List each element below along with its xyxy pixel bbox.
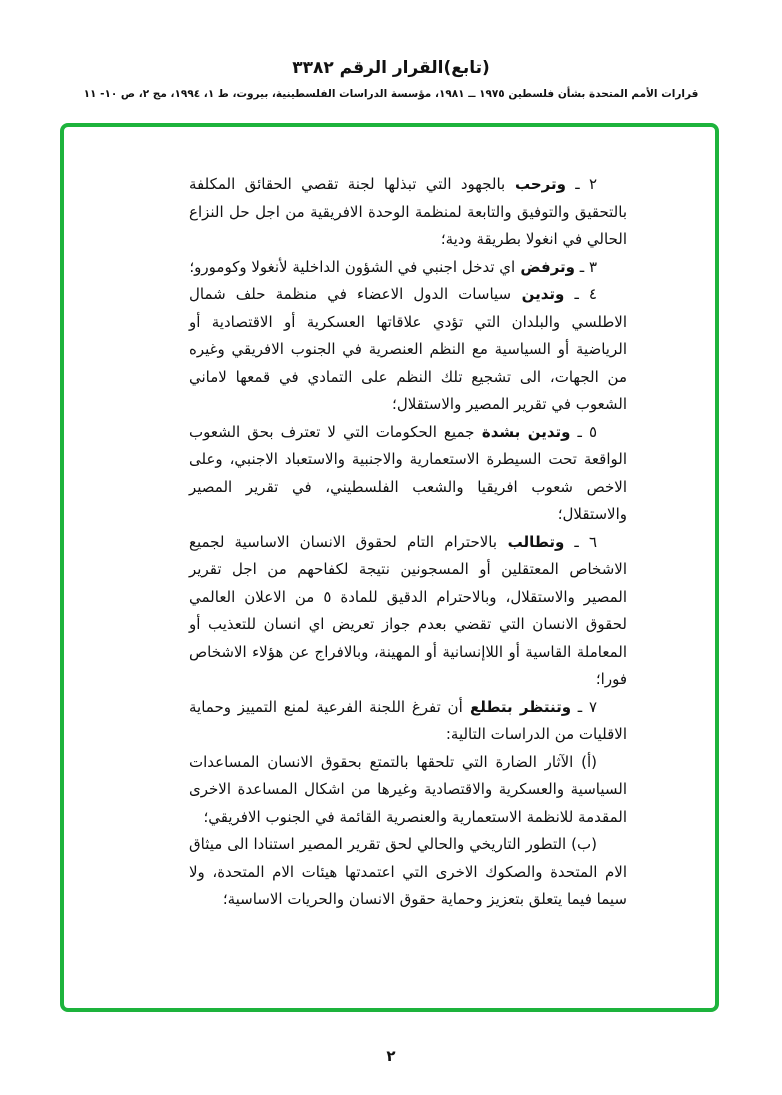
paragraph-lead: وتدين بشدة (474, 422, 571, 441)
paragraph-text: سياسات الدول الاعضاء في منظمة حلف شمال الاطلسي والبلدان التي تؤدي علاقاتها العسكرية أو الاقتصادية أو الرياضية أو السياسية مع النظم العنصرية في الجنوب الافريقي وغيره من الجهات، الى تشجيع تلك النظم على التمادي في قمعها لاماني الشعوب في تقرير المصير والاستقلال؛ (189, 285, 627, 413)
paragraph (189, 749, 627, 832)
page-header (0, 58, 782, 100)
paragraph (189, 254, 627, 282)
paragraph (189, 529, 627, 694)
paragraph-marker: ٦ ـ (564, 532, 597, 551)
paragraph-lead: وتنتظر بتطلع (462, 697, 572, 716)
paragraph-text: أن تفرغ اللجنة الفرعية لمنع التمييز وحماية الاقليات من الدراسات التالية: (189, 697, 627, 743)
paragraph-lead: وترحب (505, 175, 566, 193)
paragraph-marker: ٢ ـ (565, 175, 597, 193)
paragraph-text: الآثار الضارة التي تلحقها بالتمتع بحقوق الانسان المساعدات السياسية والعسكرية والاقتصادية وغيرها من اشكال المساعدة الاخرى المقدمة للانظمة الاستعمارية والعنصرية القائمة في الجنوب الافريقي؛ (189, 752, 627, 826)
paragraph (189, 694, 627, 749)
paragraph-marker: ٣ ـ (575, 257, 597, 276)
paragraph-text: بالجهود التي تبذلها لجنة تقصي الحقائق المكلفة بالتحقيق والتوفيق والتابعة لمنظمة الوحدة الافريقية من اجل حل النزاع الحالي في انغولا بطريقة ودية؛ (189, 175, 627, 248)
paragraph-marker: ٥ ـ (570, 422, 597, 441)
paragraph-lead: وتدين (511, 285, 565, 303)
document-title: (تابع)القرار الرقم ٣٣٨٢ (292, 58, 490, 78)
paragraph-marker: (أ) (573, 752, 597, 771)
paragraph-lead: وتطالب (497, 532, 565, 551)
paragraph-marker: (ب) (566, 835, 598, 853)
paragraph (189, 281, 627, 419)
paragraph (189, 831, 627, 914)
paragraph-marker: ٧ ـ (571, 697, 598, 716)
paragraph-text: جميع الحكومات التي لا تعترف بحق الشعوب الواقعة تحت السيطرة الاستعمارية والاجنبية والاستعباد الاجنبي، وعلى الاخص شعوب افريقيا والشعب الفلسطيني، في تقرير المصير والاستقلال؛ (189, 422, 627, 523)
page-number: ٢ (386, 1047, 396, 1065)
paragraph-marker: ٤ ـ (564, 285, 597, 303)
document-subtitle: قرارات الأمم المتحدة بشأن فلسطين ١٩٧٥ ــ ١٩٨١، مؤسسة الدراسات الفلسطينية، بيروت، ط ١، ١٩٩٤، مج ٢، ص ١٠- ١١ (83, 88, 699, 100)
paragraph-text: اي تدخل اجنبي في الشؤون الداخلية لأنغولا وكومورو؛ (189, 257, 516, 276)
paragraph (189, 171, 627, 254)
paragraph-text: بالاحترام التام لحقوق الانسان الاساسية لجميع الاشخاص المعتقلين أو المسجونين نتيجة لكفاحهم من اجل تقرير المصير والاستقلال، وبالاحترام الدقيق للمادة ٥ من الاعلان العالمي لحقوق الانسان التي تقضي بعدم جواز تعريض اي انسان للتعذيب أو المعاملة القاسية أو اللاإنسانية أو المهينة، وبالافراج عن هؤلاء الاشخاص فورا؛ (189, 532, 628, 688)
green-border-frame (60, 123, 719, 1012)
document-body (189, 171, 627, 914)
paragraph (189, 419, 627, 529)
paragraph-lead: وترفض (515, 257, 575, 276)
paragraph-text: التطور التاريخي والحالي لحق تقرير المصير استنادا الى ميثاق الام المتحدة والصكوك الاخرى التي اعتمدتها هيئات الام المتحدة، ولا سيما فيما يتعلق بتعزيز وحماية حقوق الانسان والحريات الاساسية؛ (189, 835, 627, 908)
